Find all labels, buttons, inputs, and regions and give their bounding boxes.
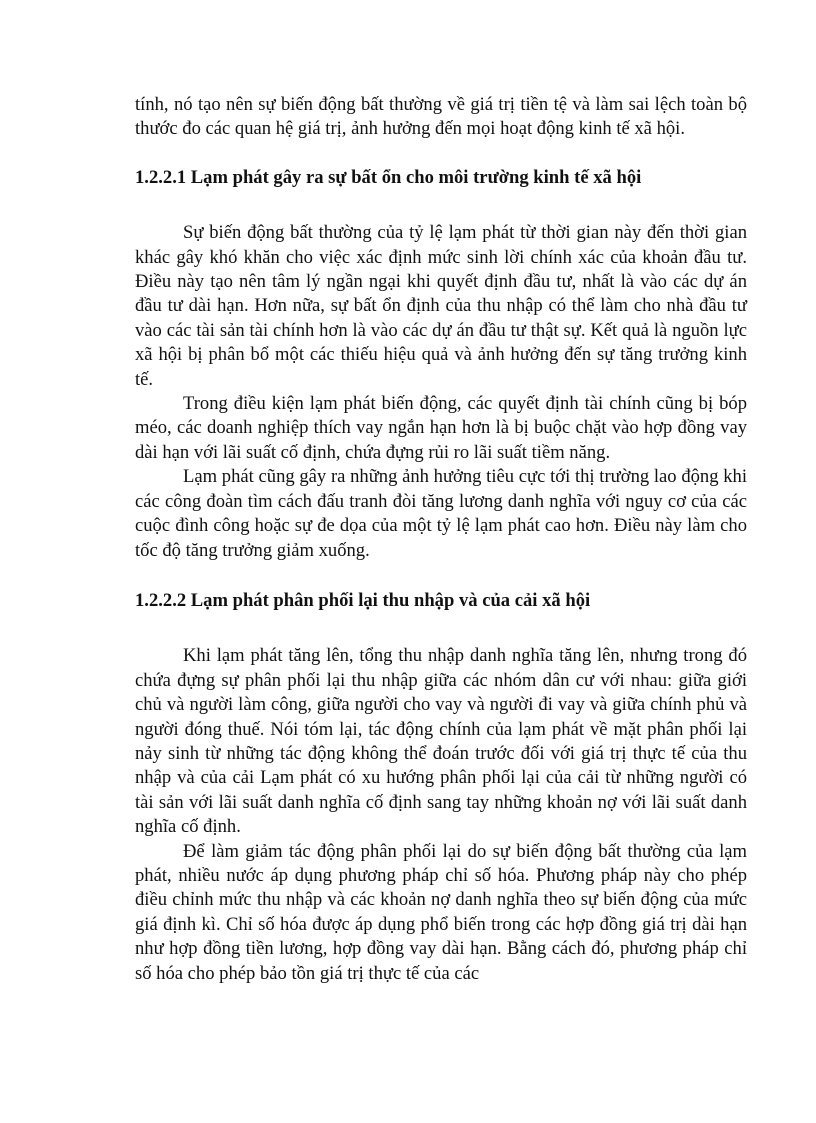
body-paragraph: Để làm giảm tác động phân phối lại do sự biến động bất thường của lạm phát, nhiều nước áp dụng phương pháp chỉ số hóa. Phương pháp này cho phép điều chỉnh mức thu nhập và các khoản nợ danh nghĩa theo sự biến động của mức giá định kì. Chỉ số hóa được áp dụng phổ biến trong các hợp đồng giá trị dài hạn như hợp đồng tiền lương, hợp đồng vay dài hạn. Bằng cách đó, phương pháp chỉ số hóa cho phép bảo tồn giá trị thực tế của các [135, 840, 747, 984]
body-paragraph: Sự biến động bất thường của tỷ lệ lạm phát từ thời gian này đến thời gian khác gây khó khăn cho việc xác định mức sinh lời chính xác của khoản đầu tư. Điều này tạo nên tâm lý ngần ngại khi quyết định đầu tư, nhất là vào các dự án đầu tư dài hạn. Hơn nữa, sự bất ổn định của thu nhập có thể làm cho nhà đầu tư vào các tài sản tài chính hơn là vào các dự án đầu tư thật sự. Kết quả là nguồn lực xã hội bị phân bổ một các thiếu hiệu quả và ảnh hưởng đến sự tăng trưởng kinh tế. [135, 222, 747, 390]
intro-paragraph: tính, nó tạo nên sự biến động bất thường về giá trị tiền tệ và làm sai lệch toàn bộ thước đo các quan hệ giá trị, ảnh hưởng đến mọi hoạt động kinh tế xã hội. [135, 94, 747, 140]
section-heading-1-2-2-2: 1.2.2.2 Lạm phát phân phối lại thu nhập và của cải xã hội [135, 589, 591, 611]
body-paragraph: Trong điều kiện lạm phát biến động, các quyết định tài chính cũng bị bóp méo, các doanh nghiệp thích vay ngắn hạn hơn là bị buộc chặt vào hợp đồng vay dài hạn với lãi suất cố định, chứa đựng rủi ro lãi suất tiềm năng. [135, 393, 747, 463]
section-heading-1-2-2-1: 1.2.2.1 Lạm phát gây ra sự bất ổn cho môi trường kinh tế xã hội [135, 166, 642, 188]
body-paragraph: Lạm phát cũng gây ra những ảnh hưởng tiêu cực tới thị trường lao động khi các công đoàn tìm cách đấu tranh đòi tăng lương danh nghĩa với nguy cơ của các cuộc đình công hoặc sự đe dọa của một tỷ lệ lạm phát cao hơn. Điều này làm cho tốc độ tăng trưởng giảm xuống. [135, 466, 747, 561]
document-page [135, 93, 747, 986]
body-paragraph: Khi lạm phát tăng lên, tổng thu nhập danh nghĩa tăng lên, nhưng trong đó chứa đựng sự phân phối lại thu nhập giữa các nhóm dân cư với nhau: giữa giới chủ và người làm công, giữa người cho vay và người đi vay và giữa chính phủ và người đóng thuế. Nói tóm lại, tác động chính của lạm phát về mặt phân phối lại nảy sinh từ những tác động không thể đoán trước đối với giá trị thực tế của thu nhập và của cải Lạm phát có xu hướng phân phối lại của cải từ những người có tài sản với lãi suất danh nghĩa cố định sang tay những khoản nợ với lãi suất danh nghĩa cố định. [135, 645, 747, 838]
